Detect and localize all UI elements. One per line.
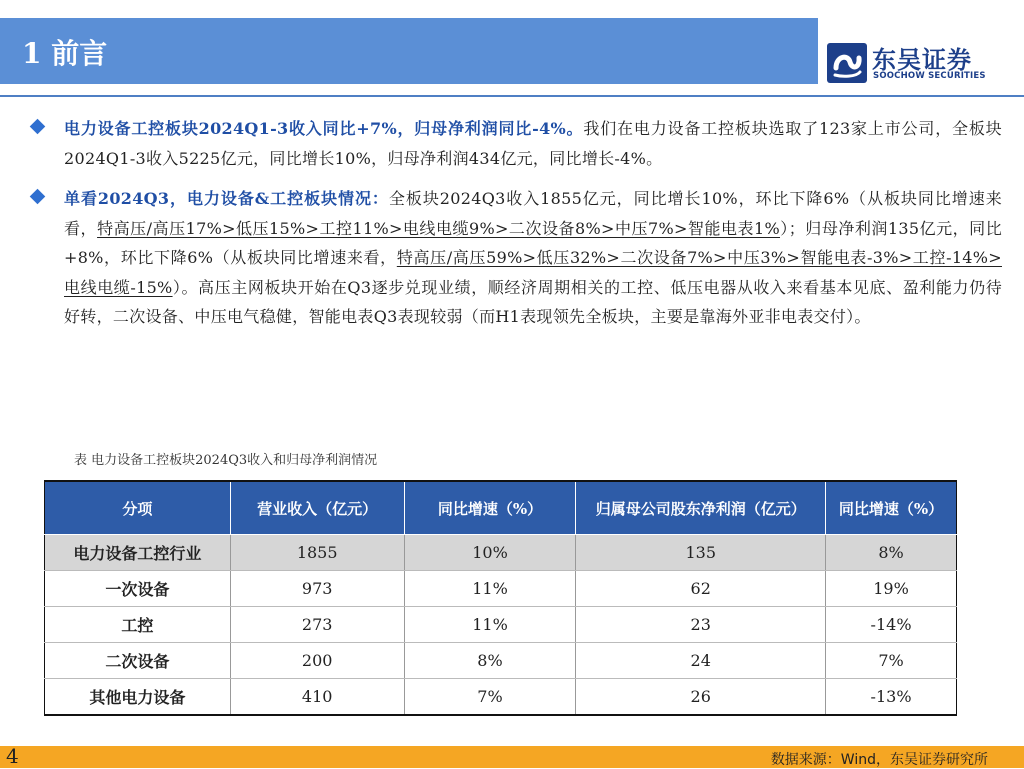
table-cell: 8% <box>404 643 576 679</box>
table-cell: 10% <box>404 535 576 571</box>
table-row <box>45 643 957 679</box>
sector-table <box>44 480 957 716</box>
bullet-item <box>26 114 1002 173</box>
table-cell: 19% <box>826 571 957 607</box>
header-divider <box>0 95 1024 97</box>
bullet-list <box>26 114 1002 343</box>
table-cell: 410 <box>230 679 404 716</box>
table-row <box>45 571 957 607</box>
bullet-text <box>64 114 1002 173</box>
logo-name-cn: 东吴证券 <box>872 46 972 74</box>
bullet-item <box>26 184 1002 332</box>
table-cell: 273 <box>230 607 404 643</box>
table-row <box>45 535 957 571</box>
bullet-text <box>64 184 1002 332</box>
page-number: 4 <box>6 744 19 768</box>
diamond-icon <box>30 189 46 205</box>
column-header: 分项 <box>45 481 231 535</box>
bullet-lead: 电力设备工控板块2024Q1-3收入同比+7%，归母净利润同比-4%。 <box>64 119 584 138</box>
data-source: 数据来源：Wind，东吴证券研究所 <box>770 752 988 768</box>
table-cell: 973 <box>230 571 404 607</box>
column-header: 同比增速（%） <box>826 481 957 535</box>
table-cell: 135 <box>576 535 826 571</box>
column-header: 营业收入（亿元） <box>230 481 404 535</box>
logo-name-en: SOOCHOW SECURITIES <box>873 71 986 81</box>
table-caption: 表 电力设备工控板块2024Q3收入和归母净利润情况 <box>74 453 378 468</box>
row-label: 电力设备工控行业 <box>45 535 231 571</box>
soochow-logo-icon <box>826 42 868 84</box>
revenue-growth-ranking: 特高压/高压17%>低压15%>工控11%>电线电缆9%>二次设备8%>中压7%>智能电表1% <box>97 218 781 238</box>
profit-growth-ranking: 特高压/高压59%>低压32%>二次设备7%>中压3%>智能电表-3%>工控-14%>电线电缆-15% <box>64 248 1002 297</box>
bullet-body: 全板块2024Q3收入1855亿元，同比增长10%，环比下降6%（从板块同比增速来看， <box>64 189 1002 238</box>
diamond-icon <box>30 119 46 135</box>
bullet-body: 我们在电力设备工控板块选取了123家上市公司，全板块2024Q1-3收入5225亿元，同比增长10%，归母净利润434亿元，同比增长-4%。 <box>64 119 1002 168</box>
table-cell: 26 <box>576 679 826 716</box>
bullet-lead: 单看2024Q3，电力设备&工控板块情况： <box>64 189 389 208</box>
company-logo <box>826 42 1016 86</box>
table-cell: -14% <box>826 607 957 643</box>
table-cell: 11% <box>404 571 576 607</box>
table-cell: -13% <box>826 679 957 716</box>
table-cell: 62 <box>576 571 826 607</box>
row-label: 一次设备 <box>45 571 231 607</box>
table-row <box>45 679 957 716</box>
bullet-body: ）；归母净利润135亿元，同比+8%，环比下降6%（从板块同比增速来看， <box>64 218 1002 267</box>
footer-bar <box>0 746 1024 768</box>
table-cell: 7% <box>404 679 576 716</box>
column-header: 归属母公司股东净利润（亿元） <box>576 481 826 535</box>
row-label: 其他电力设备 <box>45 679 231 716</box>
table-cell: 11% <box>404 607 576 643</box>
bullet-body: ）。高压主网板块开始在Q3逐步兑现业绩，顺经济周期相关的工控、低压电器从收入来看基本见底、盈利能力仍待好转，二次设备、中压电气稳健，智能电表Q3表现较弱（而H1表现领先全板块，主要是靠海外亚非电表交付）。 <box>64 277 1002 326</box>
table-cell: 23 <box>576 607 826 643</box>
title-bar <box>0 18 818 84</box>
table-header-row <box>45 481 957 535</box>
row-label: 二次设备 <box>45 643 231 679</box>
row-label: 工控 <box>45 607 231 643</box>
table-cell: 7% <box>826 643 957 679</box>
column-header: 同比增速（%） <box>404 481 576 535</box>
page-title: 1 前言 <box>22 37 108 70</box>
table-cell: 24 <box>576 643 826 679</box>
table-row <box>45 607 957 643</box>
table-cell: 200 <box>230 643 404 679</box>
table-cell: 8% <box>826 535 957 571</box>
table-cell: 1855 <box>230 535 404 571</box>
